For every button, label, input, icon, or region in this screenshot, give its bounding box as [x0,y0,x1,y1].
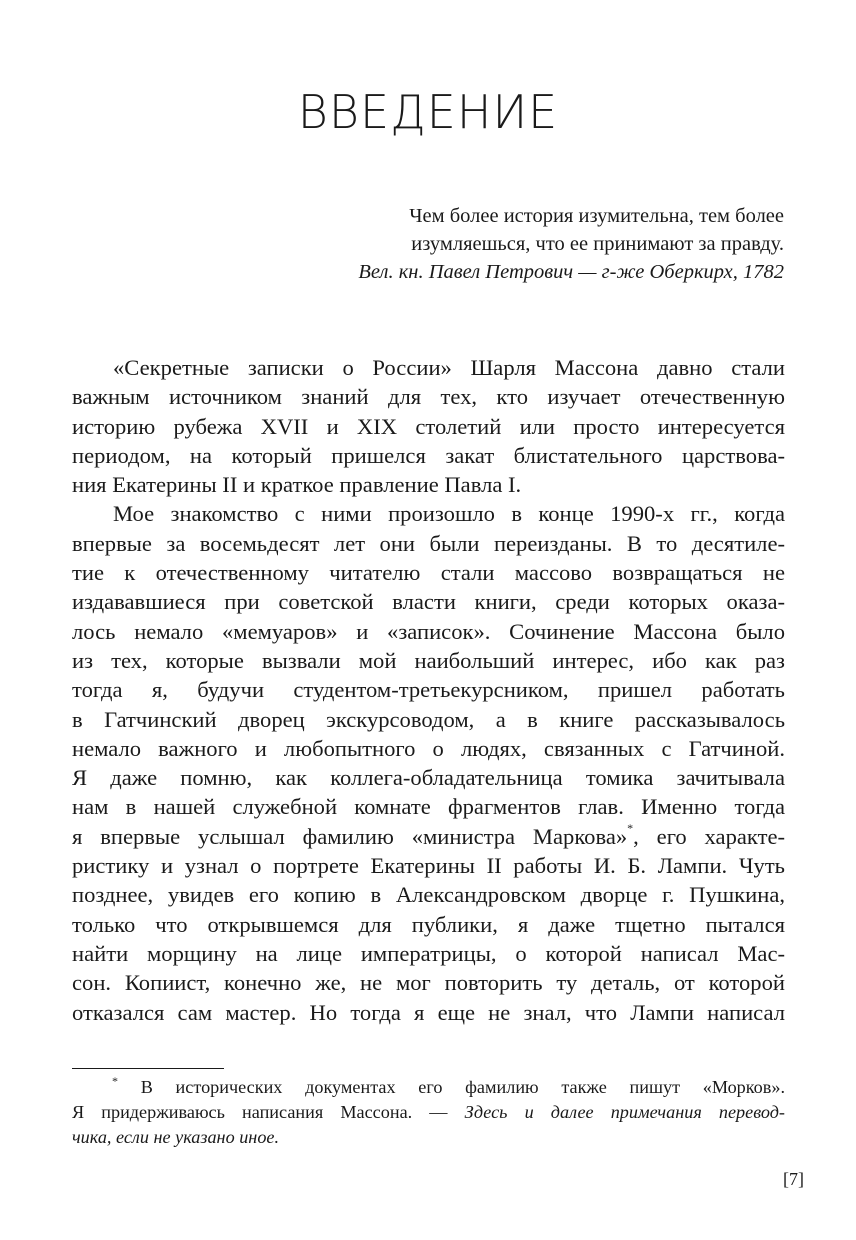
text-line: позднее, увидев его копию в Александровском дворце г. Пушкина, [72,882,785,908]
text-line: ния Екатерины II и краткое правление Павла I. [72,472,522,498]
footnote-marker: * [627,820,634,835]
text-line: из тех, которые вызвали мой наибольший интерес, ибо как раз [72,647,785,673]
text-line: важным источником знаний для тех, кто изучает отечественную [72,384,785,410]
text-line: периодом, на который пришелся закат блистательного царствова- [72,442,785,468]
main-text [72,353,785,1027]
text-line: «Секретные записки о России» Шарля Массона давно стали [113,355,785,380]
epigraph [264,202,784,286]
text-line: издававшиеся при советской власти книги, среди которых оказа- [72,589,785,615]
footnote-italic-text: Здесь и далее примечания перевод- [464,1102,785,1122]
epigraph-line: Чем более история изумительна, тем более [409,205,784,227]
text-line: впервые за восемьдесят лет они были переизданы. В то десятиле- [72,530,785,556]
text-line: только что открывшемся для публики, я даже тщетно пытался [72,911,785,937]
text-line: Я даже помню, как коллега-обладательница томика зачитывала [72,765,785,791]
text-line: отказался сам мастер. Но тогда я еще не знал, что Лампи написал [72,999,785,1025]
epigraph-attribution: Вел. кн. Павел Петрович — г-же Оберкирх, 1782 [358,261,784,283]
page-number: [7] [783,1169,804,1189]
text-line: лось немало «мемуаров» и «записок». Сочинение Массона было [72,618,785,644]
footnote-divider [72,1068,224,1069]
page-title: ВВЕДЕНИЕ [297,85,559,139]
footnote [72,1075,785,1150]
text-line: найти морщину на лице императрицы, о которой написал Мас- [72,940,785,966]
epigraph-line: изумляешься, что ее принимают за правду. [411,233,784,255]
text-line: историю рубежа XVII и XIX столетий или просто интересуется [72,413,785,439]
text-line: сон. Копиист, конечно же, не мог повторить ту деталь, от которой [72,970,785,996]
footnote-line [72,1075,785,1100]
text-line: немало важного и любопытного о людях, связанных с Гатчиной. [72,735,785,761]
footnote-italic-text: чика, если не указано иное. [72,1127,280,1147]
footnote-line [72,1125,785,1150]
text-line-with-footnote [72,822,785,851]
text-line: нам в нашей служебной комнате фрагментов глав. Именно тогда [72,794,785,820]
text-line: Мое знакомство с ними произошло в конце 1990-х гг., когда [113,501,785,527]
footnote-text: Я придерживаюсь написания Массона. — [72,1102,465,1122]
footnote-text: В исторических документах его фамилию также пишут «Морков». [140,1077,785,1097]
text-fragment: , его характе- [633,823,785,849]
text-line: тогда я, будучи студентом-третьекурсником, пришел работать [72,677,785,703]
text-line: тие к отечественному читателю стали массово возвращаться не [72,560,785,586]
text-line: в Гатчинский дворец экскурсоводом, а в книге рассказывалось [72,706,785,732]
text-fragment: я впервые услышал фамилию «министра Маркова» [72,823,628,849]
footnote-marker: * [112,1074,118,1088]
footnote-line [72,1100,785,1125]
text-line: ристику и узнал о портрете Екатерины II работы И. Б. Лампи. Чуть [72,853,785,879]
